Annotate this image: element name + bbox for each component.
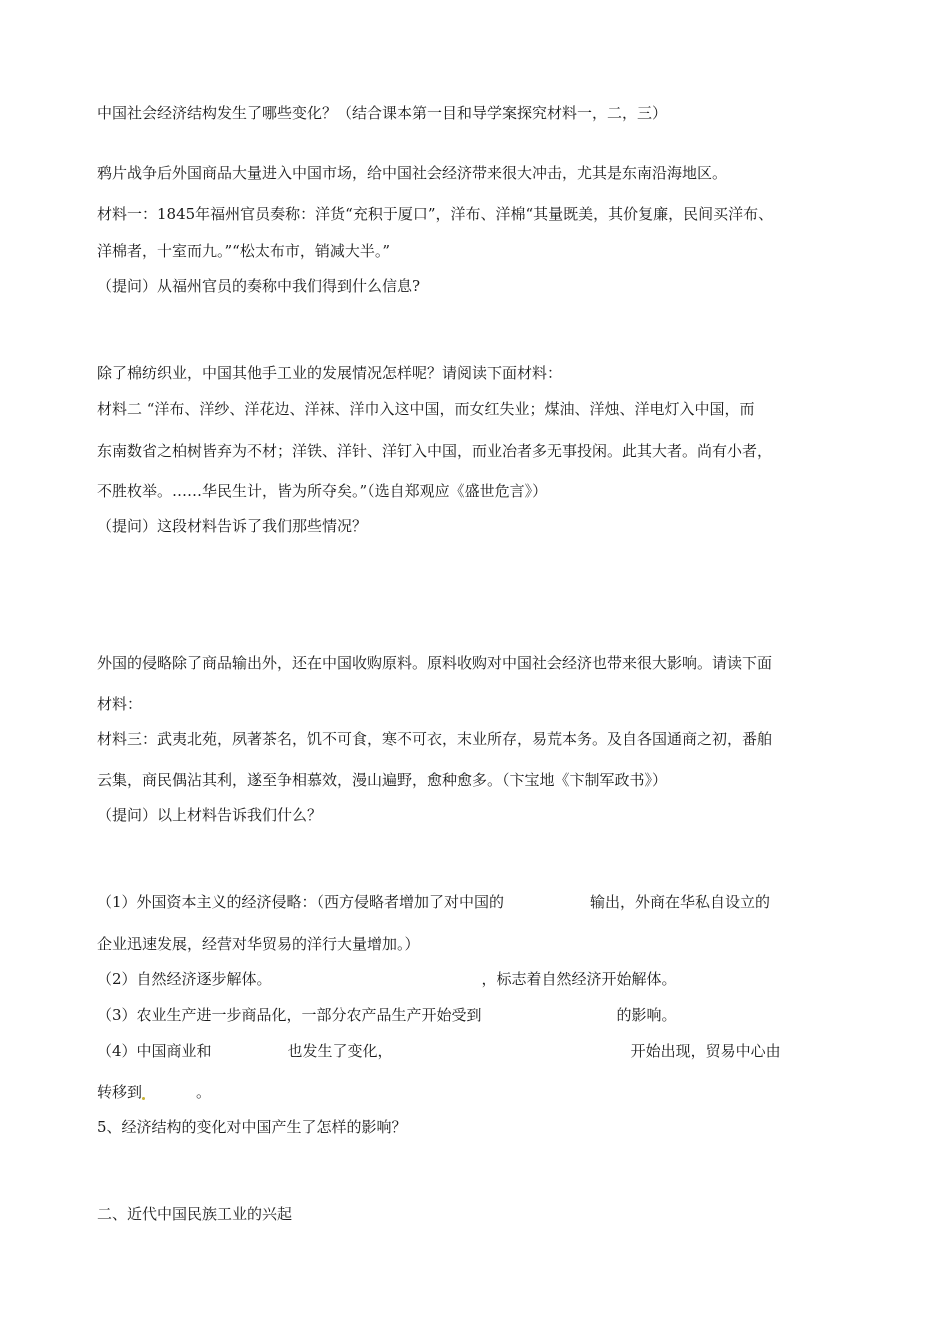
intro-paragraph-1: 鸦片战争后外国商品大量进入中国市场，给中国社会经济带来很大冲击，尤其是东南沿海地区。 [97, 164, 728, 182]
point-2-text-a: （2）自然经济逐步解体。 [97, 970, 272, 988]
material-2-line-2: 东南数省之柏树皆弃为不材；洋铁、洋针、洋钉入中国，而业冶者多无事投闲。此其大者。尚有小者， [97, 442, 773, 460]
material-1-line-1: 材料一：1845年福州官员奏称：洋货“充积于厦口”，洋布、洋棉“其量既美，其价复廉，民间买洋布、 [97, 205, 774, 223]
point-4-text-a: （4）中国商业和 [97, 1042, 212, 1060]
point-4-line-2 [97, 1082, 211, 1102]
question-economic-structure: 中国社会经济结构发生了哪些变化？（结合课本第一目和导学案探究材料一，二，三） [97, 104, 668, 122]
point-2 [97, 969, 677, 989]
point-1-line-1 [97, 892, 770, 912]
question-5: 5、经济结构的变化对中国产生了怎样的影响？ [97, 1118, 407, 1136]
intro-paragraph-3-line-1: 外国的侵略除了商品输出外，还在中国收购原料。原料收购对中国社会经济也带来很大影响。请读下面 [97, 654, 773, 672]
material-2-line-3: 不胜枚举。……华民生计，皆为所夺矣。”（选自郑观应《盛世危言》） [97, 482, 548, 500]
intro-paragraph-3-line-2: 材料： [97, 695, 143, 713]
point-2-text-b: ，标志着自然经济开始解体。 [481, 970, 677, 988]
question-3: （提问）以上材料告诉我们什么？ [97, 806, 323, 824]
point-4-line-1 [97, 1041, 781, 1061]
material-3-line-2: 云集，商民偶沾其利，遂至争相慕效，漫山遍野，愈种愈多。（卞宝地《卞制军政书》） [97, 771, 668, 789]
material-3-line-1: 材料三：武夷北苑，夙著茶名，饥不可食，寒不可衣，末业所存，易荒本务。及自各国通商之初，番舶 [97, 730, 773, 748]
point-1-text-b: 输出，外商在华私自设立的 [590, 893, 771, 911]
point-4-text-c: 开始出现，贸易中心由 [630, 1042, 781, 1060]
point-3-text-b: 的影响。 [616, 1006, 677, 1024]
section-heading-2: 二、近代中国民族工业的兴起 [97, 1205, 293, 1223]
point-3-text-a: （3）农业生产进一步商品化，一部分农产品生产开始受到 [97, 1006, 482, 1024]
point-3 [97, 1005, 677, 1025]
intro-paragraph-2: 除了棉纺织业，中国其他手工业的发展情况怎样呢？请阅读下面材料： [97, 364, 563, 382]
point-4-text-e: 。 [196, 1083, 212, 1101]
question-2: （提问）这段材料告诉了我们那些情况？ [97, 517, 368, 535]
material-2-line-1: 材料二 “洋布、洋纱、洋花边、洋袜、洋巾入这中国，而女红失业；煤油、洋烛、洋电灯入中国，而 [97, 400, 755, 418]
point-1-line-2: 企业迅速发展，经营对华贸易的洋行大量增加。） [97, 935, 420, 953]
point-4-text-b: 也发生了变化， [287, 1042, 393, 1060]
material-1-line-2: 洋棉者，十室而九。”“松太布市，销减大半。” [97, 242, 391, 260]
point-4-text-d: 转移到 [97, 1083, 143, 1101]
point-1-text-a: （1）外国资本主义的经济侵略：（西方侵略者增加了对中国的 [97, 893, 505, 911]
question-1: （提问）从福州官员的奏称中我们得到什么信息? [97, 277, 421, 295]
annotation-dot [142, 1097, 145, 1100]
